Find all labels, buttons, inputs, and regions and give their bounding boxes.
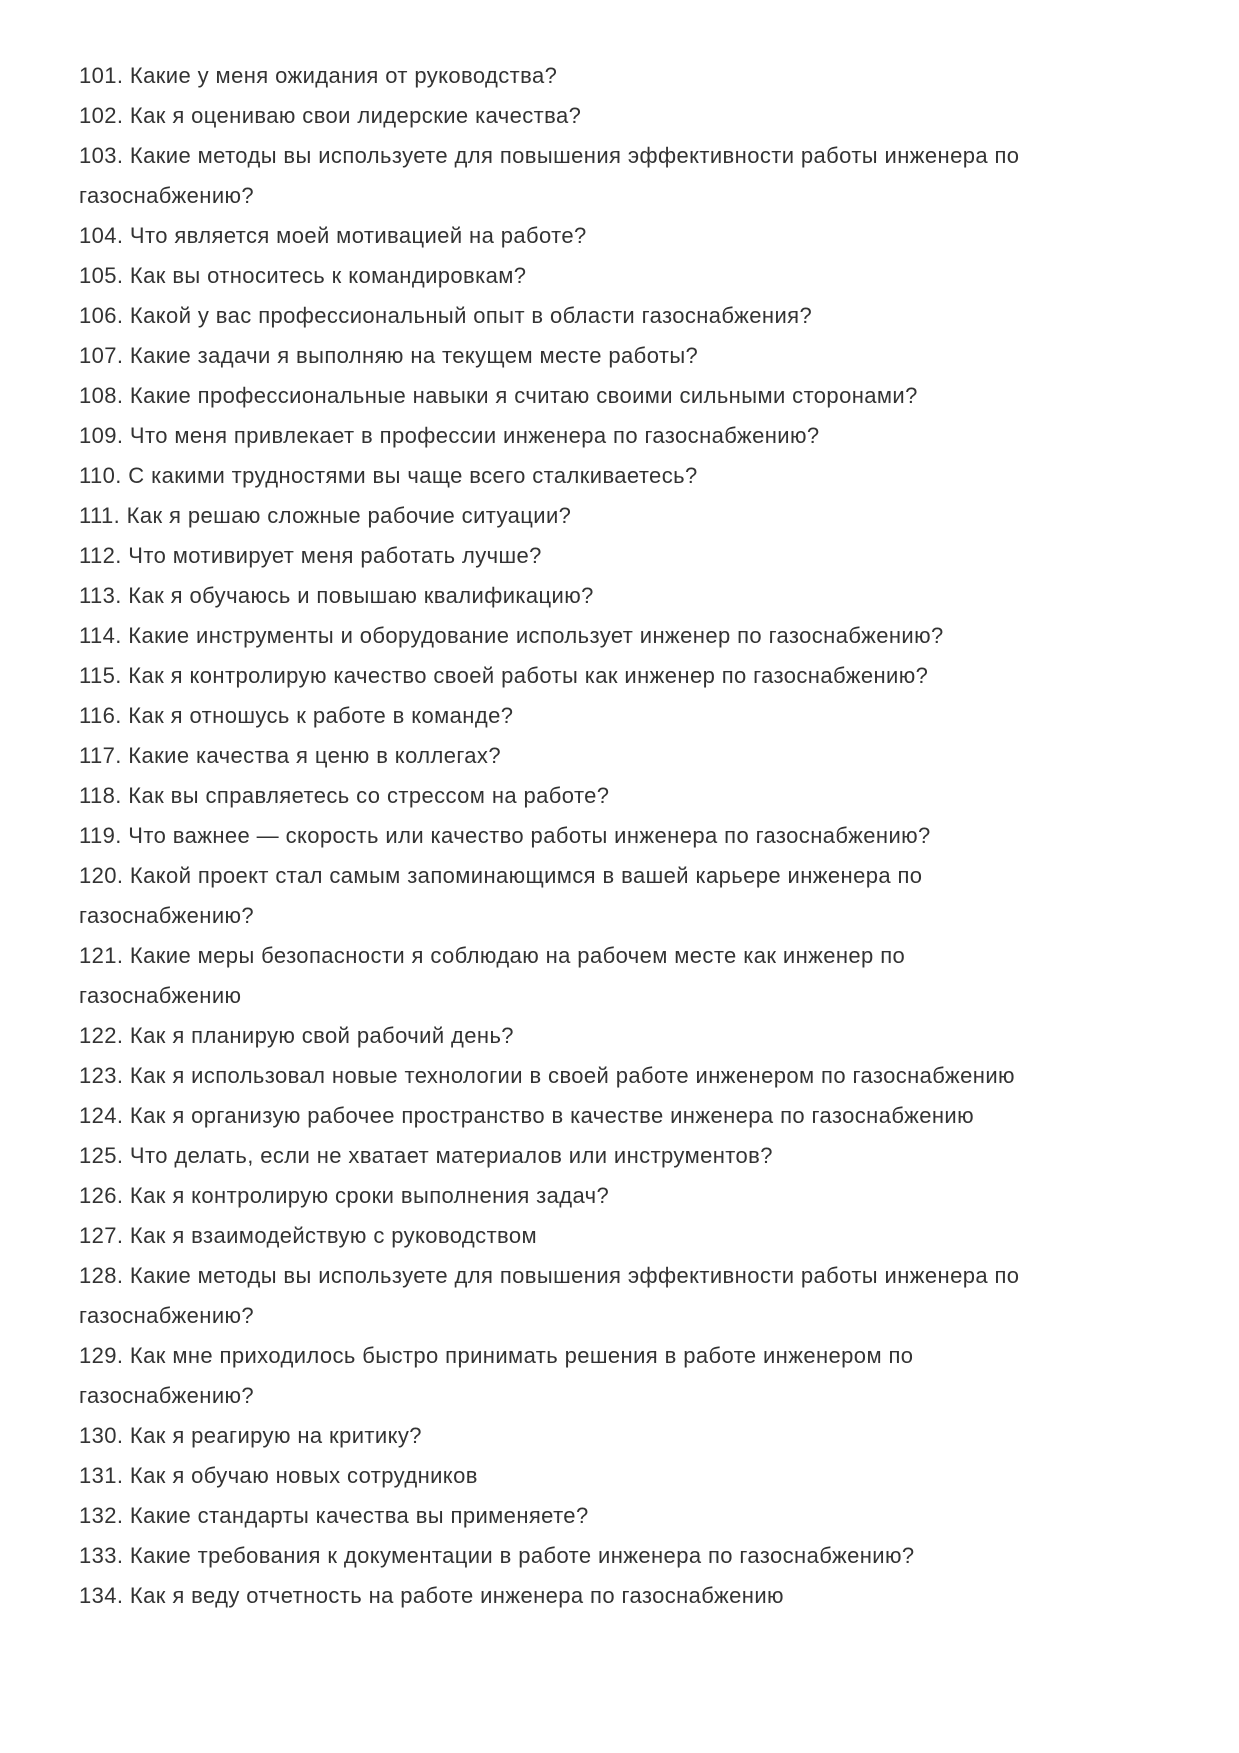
list-item-line: 130. Как я реагирую на критику?: [79, 1423, 422, 1448]
list-item-line: 119. Что важнее — скорость или качество работы инженера по газоснабжению?: [79, 823, 931, 848]
list-item: [79, 136, 1159, 216]
list-item-line: 124. Как я организую рабочее пространство в качестве инженера по газоснабжению: [79, 1103, 974, 1128]
list-item-line: газоснабжению?: [79, 1383, 255, 1408]
list-item: [79, 296, 1159, 336]
list-item: [79, 496, 1159, 536]
list-item: [79, 1416, 1159, 1456]
list-item-line: 132. Какие стандарты качества вы применяете?: [79, 1503, 589, 1528]
list-item: [79, 576, 1159, 616]
list-item: [79, 696, 1159, 736]
list-item-line: 134. Как я веду отчетность на работе инженера по газоснабжению: [79, 1583, 784, 1608]
list-item-line: 125. Что делать, если не хватает материалов или инструментов?: [79, 1143, 773, 1168]
list-item: [79, 936, 1159, 1016]
list-item: [79, 216, 1159, 256]
list-item-line: 105. Как вы относитесь к командировкам?: [79, 263, 527, 288]
list-item-line: 127. Как я взаимодействую с руководством: [79, 1223, 538, 1248]
list-item: [79, 1336, 1159, 1416]
list-item-line: 128. Какие методы вы используете для повышения эффективности работы инженера по: [79, 1263, 1020, 1288]
list-item: [79, 56, 1159, 96]
list-item-line: 117. Какие качества я ценю в коллегах?: [79, 743, 501, 768]
list-item-line: 108. Какие профессиональные навыки я считаю своими сильными сторонами?: [79, 383, 918, 408]
list-item-line: 104. Что является моей мотивацией на работе?: [79, 223, 587, 248]
list-item-line: 101. Какие у меня ожидания от руководства?: [79, 63, 558, 88]
list-item-line: 118. Как вы справляетесь со стрессом на работе?: [79, 783, 610, 808]
list-item: [79, 816, 1159, 856]
list-item: [79, 1016, 1159, 1056]
list-item-line: 111. Как я решаю сложные рабочие ситуации?: [79, 503, 572, 528]
list-item: [79, 1456, 1159, 1496]
list-item-line: 107. Какие задачи я выполняю на текущем месте работы?: [79, 343, 699, 368]
list-item: [79, 536, 1159, 576]
list-item-line: 116. Как я отношусь к работе в команде?: [79, 703, 514, 728]
list-item: [79, 456, 1159, 496]
list-item-line: 126. Как я контролирую сроки выполнения задач?: [79, 1183, 610, 1208]
list-item-line: 121. Какие меры безопасности я соблюдаю на рабочем месте как инженер по: [79, 943, 906, 968]
list-item-line: 123. Как я использовал новые технологии в своей работе инженером по газоснабжению: [79, 1063, 1015, 1088]
list-item: [79, 1136, 1159, 1176]
list-item-line: 103. Какие методы вы используете для повышения эффективности работы инженера по: [79, 143, 1020, 168]
list-item-line: газоснабжению?: [79, 1303, 255, 1328]
list-item-line: 129. Как мне приходилось быстро принимать решения в работе инженером по: [79, 1343, 914, 1368]
list-item-line: 109. Что меня привлекает в профессии инженера по газоснабжению?: [79, 423, 820, 448]
list-item-line: 133. Какие требования к документации в работе инженера по газоснабжению?: [79, 1543, 915, 1568]
list-item-line: 113. Как я обучаюсь и повышаю квалификацию?: [79, 583, 594, 608]
list-item: [79, 336, 1159, 376]
list-item: [79, 1256, 1159, 1336]
list-item: [79, 736, 1159, 776]
list-item: [79, 616, 1159, 656]
list-item: [79, 776, 1159, 816]
list-item-line: 112. Что мотивирует меня работать лучше?: [79, 543, 542, 568]
list-item: [79, 1536, 1159, 1576]
list-item: [79, 376, 1159, 416]
list-item-line: 115. Как я контролирую качество своей работы как инженер по газоснабжению?: [79, 663, 929, 688]
list-item-line: газоснабжению: [79, 983, 242, 1008]
list-item-line: 106. Какой у вас профессиональный опыт в области газоснабжения?: [79, 303, 813, 328]
list-item: [79, 1496, 1159, 1536]
list-item: [79, 656, 1159, 696]
list-item: [79, 1216, 1159, 1256]
list-item: [79, 1176, 1159, 1216]
list-item-line: 110. С какими трудностями вы чаще всего сталкиваетесь?: [79, 463, 698, 488]
list-item: [79, 416, 1159, 456]
list-item-line: 122. Как я планирую свой рабочий день?: [79, 1023, 514, 1048]
list-item-line: 114. Какие инструменты и оборудование использует инженер по газоснабжению?: [79, 623, 944, 648]
list-item-line: 120. Какой проект стал самым запоминающимся в вашей карьере инженера по: [79, 863, 923, 888]
list-item-line: 131. Как я обучаю новых сотрудников: [79, 1463, 478, 1488]
list-item-line: газоснабжению?: [79, 183, 255, 208]
list-item: [79, 856, 1159, 936]
list-item-line: газоснабжению?: [79, 903, 255, 928]
list-item: [79, 1056, 1159, 1096]
list-item: [79, 1096, 1159, 1136]
question-list: [79, 56, 1159, 1616]
list-item: [79, 96, 1159, 136]
list-item: [79, 256, 1159, 296]
list-item-line: 102. Как я оцениваю свои лидерские качества?: [79, 103, 582, 128]
list-item: [79, 1576, 1159, 1616]
